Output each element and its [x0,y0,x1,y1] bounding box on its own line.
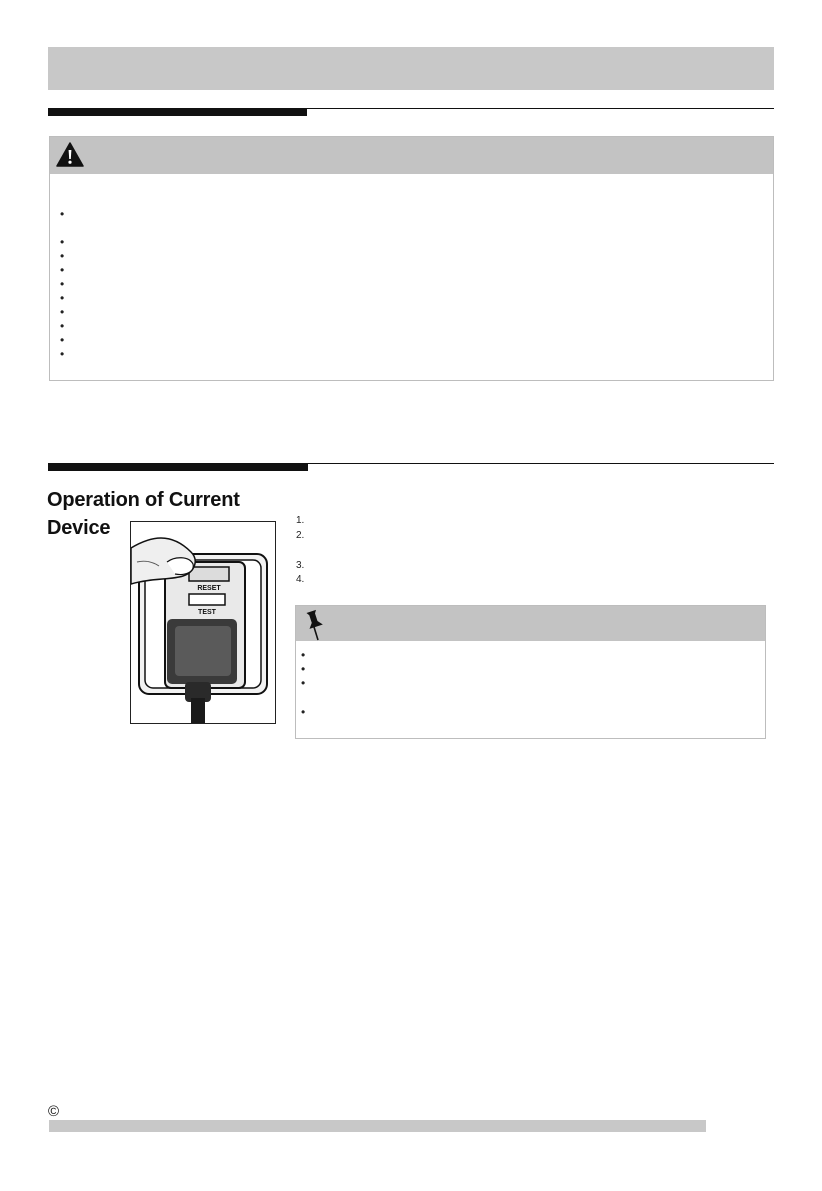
warning-header [50,137,773,174]
warning-bullet: • [60,277,65,291]
warning-bullet: • [60,235,65,249]
reset-label: RESET [197,585,221,592]
warning-box [49,136,774,381]
warning-bullet: • [60,333,65,347]
step-number: 3. [296,560,305,571]
section-title-line1: Operation of Current [47,489,240,511]
warning-bullet: • [60,319,65,333]
step-number: 4. [296,574,305,585]
warning-bullet: • [60,305,65,319]
section2-rule-thin [308,463,774,464]
device-photo [130,521,276,724]
note-header [296,606,765,641]
note-bullet: • [301,705,306,719]
section1-rule-thick [48,108,307,116]
section-title-line2: Device [47,517,111,539]
note-bullet: • [301,676,306,690]
test-label: TEST [198,609,216,616]
step-number: 1. [296,515,305,526]
page-header-bar [48,47,774,90]
warning-bullet: • [60,207,65,221]
warning-triangle-icon [56,141,84,169]
note-bullet: • [301,662,306,676]
warning-bullet: • [60,291,65,305]
warning-bullet: • [60,347,65,361]
copyright-symbol: © [48,1103,60,1120]
step-number: 2. [296,530,305,541]
section1-rule-thin [307,108,774,109]
warning-bullet: • [60,263,65,277]
footer-bar [49,1120,706,1132]
pushpin-icon [302,608,328,642]
note-box [295,605,766,739]
section2-rule-thick [48,463,308,471]
device-illustration [131,522,275,723]
warning-bullet: • [60,249,65,263]
note-bullet: • [301,648,306,662]
